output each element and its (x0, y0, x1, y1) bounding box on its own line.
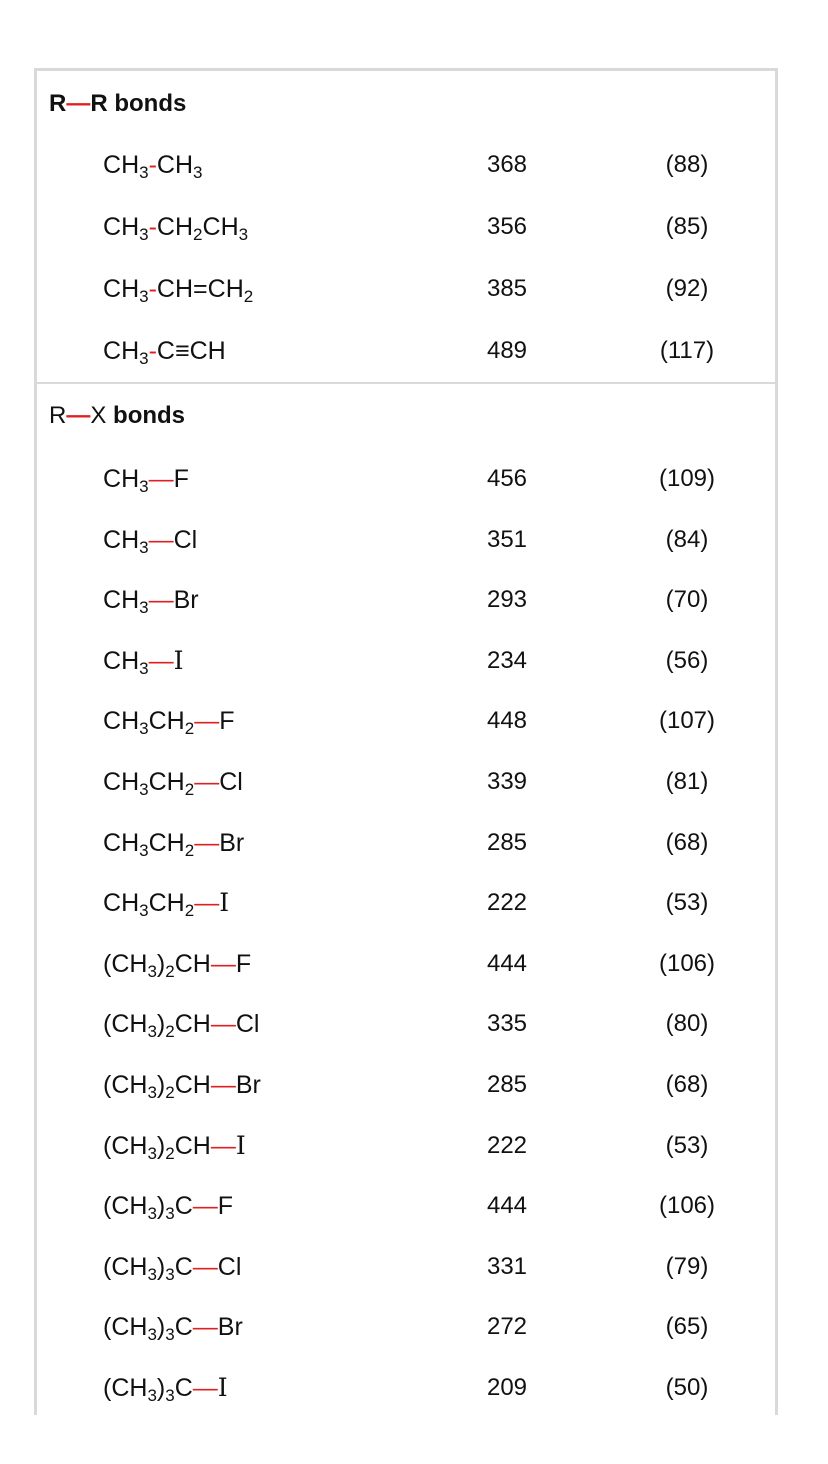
bond-line: — (210, 1131, 236, 1160)
formula-cell: $(CH_3)_3C—I$ (103, 1373, 228, 1405)
bond-line: — (148, 646, 174, 675)
formula-cell: $CH_3—Cl$ (103, 525, 198, 557)
kj-value-cell: 293 (486, 586, 528, 614)
kj-value-cell: 339 (486, 768, 528, 795)
kj-value-cell: 234 (486, 646, 528, 674)
bond-line: - (148, 275, 157, 303)
kcal-value-cell: (53) (665, 889, 709, 917)
table-row (37, 1247, 775, 1287)
bond-line: — (210, 949, 236, 978)
bond-line: — (192, 1374, 218, 1402)
kj-value-cell: 444 (486, 949, 528, 977)
bond-energy-table (34, 68, 778, 1415)
kcal-value-cell: (68) (665, 828, 709, 856)
bond-line: - (148, 337, 157, 365)
table-row (37, 944, 775, 984)
table-row (37, 1126, 775, 1166)
kcal-value-cell: (84) (665, 525, 709, 553)
table-row (37, 331, 775, 371)
kcal-value-cell: (70) (665, 586, 709, 614)
bond-line: — (210, 1010, 236, 1039)
kcal-value-cell: (53) (665, 1131, 709, 1159)
table-row (37, 883, 775, 923)
kcal-value-cell: (85) (665, 213, 709, 240)
kcal-value-cell: (92) (665, 275, 709, 302)
formula-cell: $(CH_3)_3C—F$ (103, 1192, 234, 1224)
kj-value-cell: 285 (486, 828, 528, 856)
table-row (37, 1186, 775, 1226)
kj-value-cell: 448 (486, 707, 528, 735)
kcal-value-cell: (79) (665, 1252, 709, 1280)
formula-cell: $CH_3-CH_2CH_3$ (103, 213, 249, 244)
bond-line: — (148, 465, 174, 493)
formula-cell: $(CH_3)_2CH—Br$ (103, 1071, 261, 1102)
kj-value-cell: 285 (486, 1071, 528, 1098)
formula-cell: $(CH_3)_2CH—F$ (103, 949, 252, 981)
kcal-value-cell: (106) (658, 949, 716, 977)
bond-dash: — (66, 90, 91, 117)
table-row (37, 823, 775, 863)
section-divider (37, 382, 775, 384)
table-row (37, 1065, 775, 1105)
kcal-value-cell: (56) (665, 646, 709, 674)
header-left: R (49, 90, 67, 117)
kj-value-cell: 222 (486, 1131, 528, 1159)
table-row (37, 762, 775, 802)
bond-line: — (148, 586, 174, 615)
header-label: bonds (106, 402, 186, 429)
formula-cell: $CH_3CH_2—F$ (103, 707, 235, 739)
bond-line: — (194, 707, 220, 736)
kcal-value-cell: (107) (658, 707, 716, 735)
formula-cell: $CH_3—Br$ (103, 586, 199, 618)
kj-value-cell: 444 (486, 1192, 528, 1220)
kcal-value-cell: (65) (665, 1313, 709, 1341)
table-row (37, 1307, 775, 1347)
formula-cell: $CH_3-C\equiv CH$ (103, 337, 226, 368)
kj-value-cell: 456 (486, 465, 528, 492)
formula-cell: $(CH_3)_3C—Cl$ (103, 1252, 242, 1284)
bond-line: — (192, 1252, 218, 1281)
kcal-value-cell: (117) (659, 337, 715, 364)
kj-value-cell: 272 (486, 1313, 528, 1341)
kcal-value-cell: (106) (658, 1192, 716, 1220)
table-row (37, 641, 775, 681)
header-right: X (90, 402, 107, 429)
kj-value-cell: 351 (486, 525, 528, 553)
formula-cell: $CH_3—I$ (103, 645, 184, 678)
kcal-value-cell: (109) (658, 465, 716, 492)
kj-value-cell: 331 (486, 1252, 528, 1280)
header-left: R (49, 402, 67, 429)
bond-line: — (194, 768, 220, 796)
bond-line: — (194, 828, 220, 857)
kcal-value-cell: (68) (665, 1071, 709, 1098)
formula-cell: $CH_3-CH_3$ (103, 151, 203, 182)
kcal-value-cell: (81) (665, 768, 709, 795)
table-row (37, 580, 775, 620)
bond-line: — (192, 1313, 218, 1342)
formula-cell: $CH_3CH_2—Br$ (103, 828, 245, 860)
kj-value-cell: 335 (486, 1010, 528, 1038)
kj-value-cell: 368 (486, 151, 528, 178)
bond-line: — (210, 1071, 236, 1099)
table-row (37, 459, 775, 499)
table-row (37, 207, 775, 247)
kj-value-cell: 385 (486, 275, 528, 302)
bond-line: — (194, 889, 220, 918)
bond-line: — (148, 525, 174, 554)
kcal-value-cell: (88) (665, 151, 709, 178)
kcal-value-cell: (80) (665, 1010, 709, 1038)
kj-value-cell: 222 (486, 889, 528, 917)
kj-value-cell: 489 (486, 337, 528, 364)
formula-cell: $(CH_3)_2CH—Cl$ (103, 1010, 260, 1042)
bond-dash: — (66, 402, 91, 429)
bond-line: — (192, 1192, 218, 1221)
formula-cell: $(CH_3)_2CH—I$ (103, 1130, 246, 1163)
header-label: bonds (107, 90, 187, 117)
formula-cell: $CH_3CH_2—Cl$ (103, 768, 243, 799)
table-row (37, 701, 775, 741)
bond-line: - (148, 213, 157, 241)
table-row (37, 1004, 775, 1044)
bond-line: - (148, 151, 157, 179)
table-row (37, 1368, 775, 1408)
table-row (37, 269, 775, 309)
formula-cell: $CH_3CH_2—I$ (103, 888, 230, 921)
header-right: R (90, 90, 108, 117)
kj-value-cell: 356 (486, 213, 528, 240)
section-header-rx (49, 401, 185, 431)
kcal-value-cell: (50) (665, 1374, 709, 1401)
formula-cell: $(CH_3)_3C—Br$ (103, 1313, 243, 1345)
formula-cell: $CH_3—F$ (103, 465, 189, 496)
table-row (37, 145, 775, 185)
kj-value-cell: 209 (486, 1374, 528, 1401)
formula-cell: $CH_3-CH=CH_2$ (103, 275, 254, 306)
table-row (37, 520, 775, 560)
section-header-rr (49, 89, 186, 119)
